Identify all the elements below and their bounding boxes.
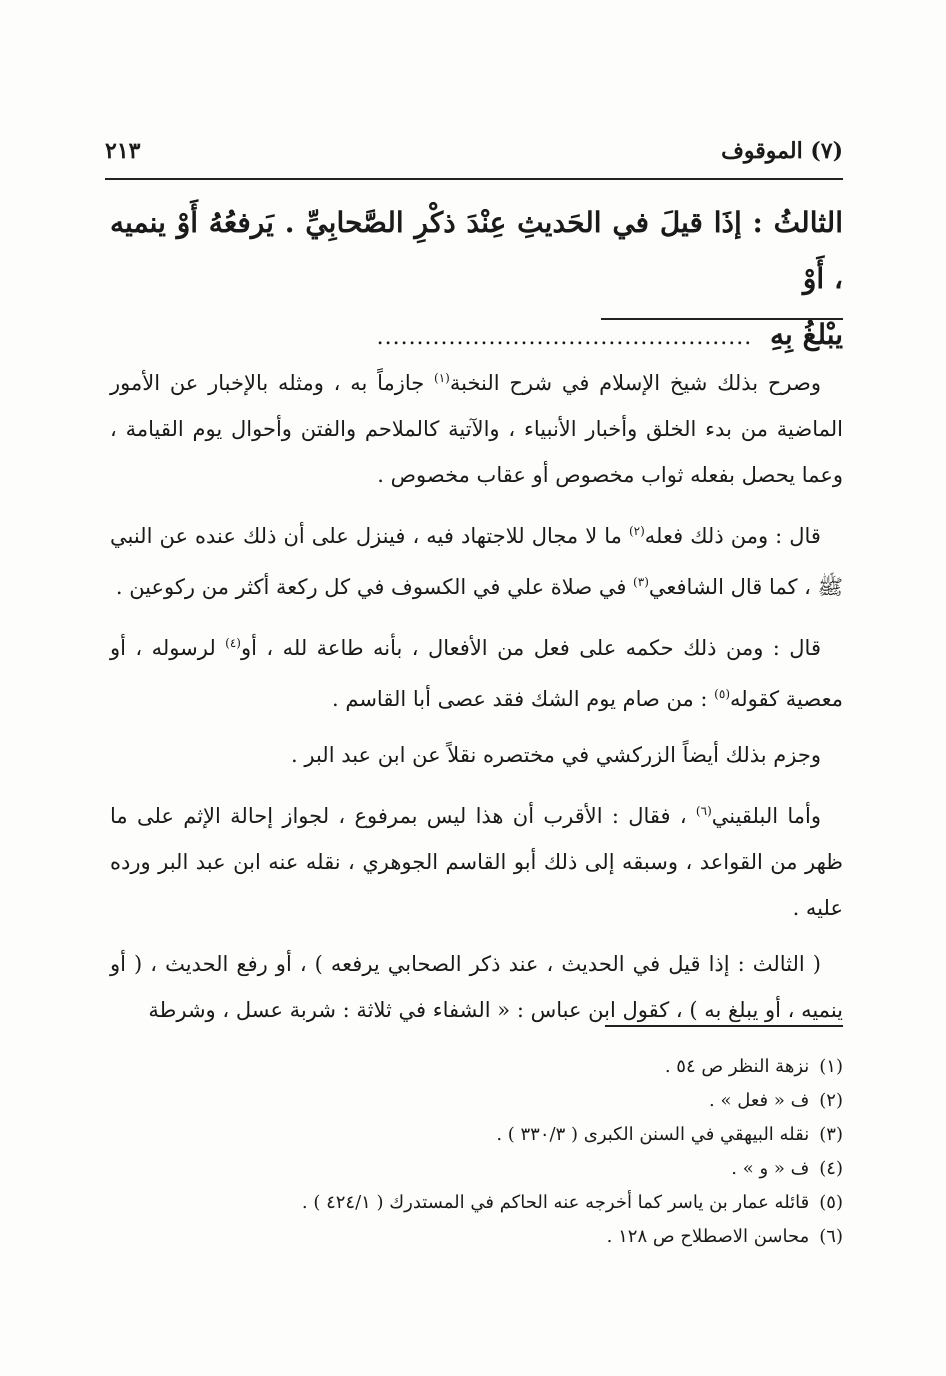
paragraph <box>110 508 843 610</box>
paragraph-text: : من صام يوم الشك فقد عصى أبا القاسم . <box>332 687 715 711</box>
footnote-number: (٤) <box>819 1158 843 1179</box>
paragraph <box>110 620 843 722</box>
footnote-divider <box>605 1025 843 1027</box>
matn-dots: ............................................... <box>376 325 753 350</box>
paragraph-text: وأما البلقيني <box>711 804 821 828</box>
footnote-ref[interactable]: (٣) <box>633 575 649 589</box>
paragraph <box>110 788 843 931</box>
footnote <box>110 1186 843 1220</box>
matn-line-1: الثالثُ : إذَا قيلَ في الحَديثِ عِنْدَ ذكْرِ الصَّحابِيِّ . يَرفعُهُ أَوْ ينميه ، أَوْ <box>110 206 843 295</box>
page-number: ٢١٣ <box>105 138 141 164</box>
paragraph-text: في صلاة علي في الكسوف في كل ركعة أكثر من ركوعين . <box>115 575 634 599</box>
footnotes <box>110 1050 843 1254</box>
matn-text <box>110 195 843 366</box>
footnote-text: قائله عمار بن ياسر كما أخرجه عنه الحاكم في المستدرك ( ٤٢٤/١ ) . <box>301 1192 810 1213</box>
running-header <box>105 138 843 178</box>
footnote-ref[interactable]: (١) <box>434 371 450 385</box>
footnote-ref[interactable]: (٤) <box>225 636 241 650</box>
chapter-title: (٧) الموقوف <box>721 138 843 164</box>
header-divider <box>105 178 843 180</box>
matn-divider <box>601 318 843 320</box>
paragraph-text: وجزم بذلك أيضاً الزركشي في مختصره نقلاً عن ابن عبد البر . <box>291 743 821 767</box>
footnote-number: (١) <box>819 1056 843 1077</box>
matn-line-2-text: يبْلغُ بِهِ <box>770 318 843 351</box>
footnote <box>110 1050 843 1084</box>
footnote <box>110 1220 843 1254</box>
commentary-body <box>110 355 843 1033</box>
footnote-number: (٣) <box>819 1124 843 1145</box>
paragraph-text: وصرح بذلك شيخ الإسلام في شرح النخبة <box>449 371 821 395</box>
footnote <box>110 1084 843 1118</box>
footnote-number: (٦) <box>819 1226 843 1247</box>
footnote-ref[interactable]: (٦) <box>695 804 712 818</box>
paragraph-text: ما لا مجال للاجتهاد فيه ، فينزل على أن ذلك عنده عن النبي ﷺ ، كما قال الشافعي <box>110 524 843 599</box>
paragraph-text: جازماً به ، ومثله بالإخبار عن الأمور الماضية من بدء الخلق وأخبار الأنبياء ، والآتية كالملاحم والفتن وأحوال يوم القيامة ، وعما يحصل بفعله ثواب مخصوص أو عقاب مخصوص . <box>110 371 843 487</box>
footnote-text: نقله البيهقي في السنن الكبرى ( ٣٣٠/٣ ) . <box>496 1124 810 1145</box>
paragraph <box>110 732 843 778</box>
footnote-ref[interactable]: (٥) <box>714 687 730 701</box>
paragraph-text: لرسوله ، أو معصية كقوله <box>110 636 843 711</box>
footnote-text: محاسن الاصطلاح ص ١٢٨ . <box>606 1226 810 1247</box>
footnote-number: (٥) <box>819 1192 843 1213</box>
footnote-text: نزهة النظر ص ٥٤ . <box>664 1056 810 1077</box>
paragraph <box>110 941 843 1033</box>
footnote-text: ف « و » . <box>731 1158 810 1179</box>
footnote-ref[interactable]: (٢) <box>628 524 645 538</box>
paragraph <box>110 355 843 498</box>
footnote-number: (٢) <box>819 1090 843 1111</box>
footnote-text: ف « فعل » . <box>709 1090 810 1111</box>
paragraph-text: ( الثالث : إذا قيل في الحديث ، عند ذكر الصحابي يرفعه ) ، أو رفع الحديث ، ( أو ينميه ، أو يبلغ به ) ، كقول ابن عباس : « الشفاء في ثلاثة : شربة عسل ، وشرطة <box>110 952 843 1022</box>
paragraph-text: قال : ومن ذلك حكمه على فعل من الأفعال ، بأنه طاعة لله ، أو <box>240 636 821 660</box>
footnote <box>110 1152 843 1186</box>
paragraph-text: ، فقال : الأقرب أن هذا ليس بمرفوع ، لجواز إحالة الإثم على ما ظهر من القواعد ، وسبقه إلى ذلك أبو القاسم الجوهري ، نقله عنه ابن عبد البر ورده عليه . <box>110 804 843 920</box>
paragraph-text: قال : ومن ذلك فعله <box>644 524 821 548</box>
footnote <box>110 1118 843 1152</box>
